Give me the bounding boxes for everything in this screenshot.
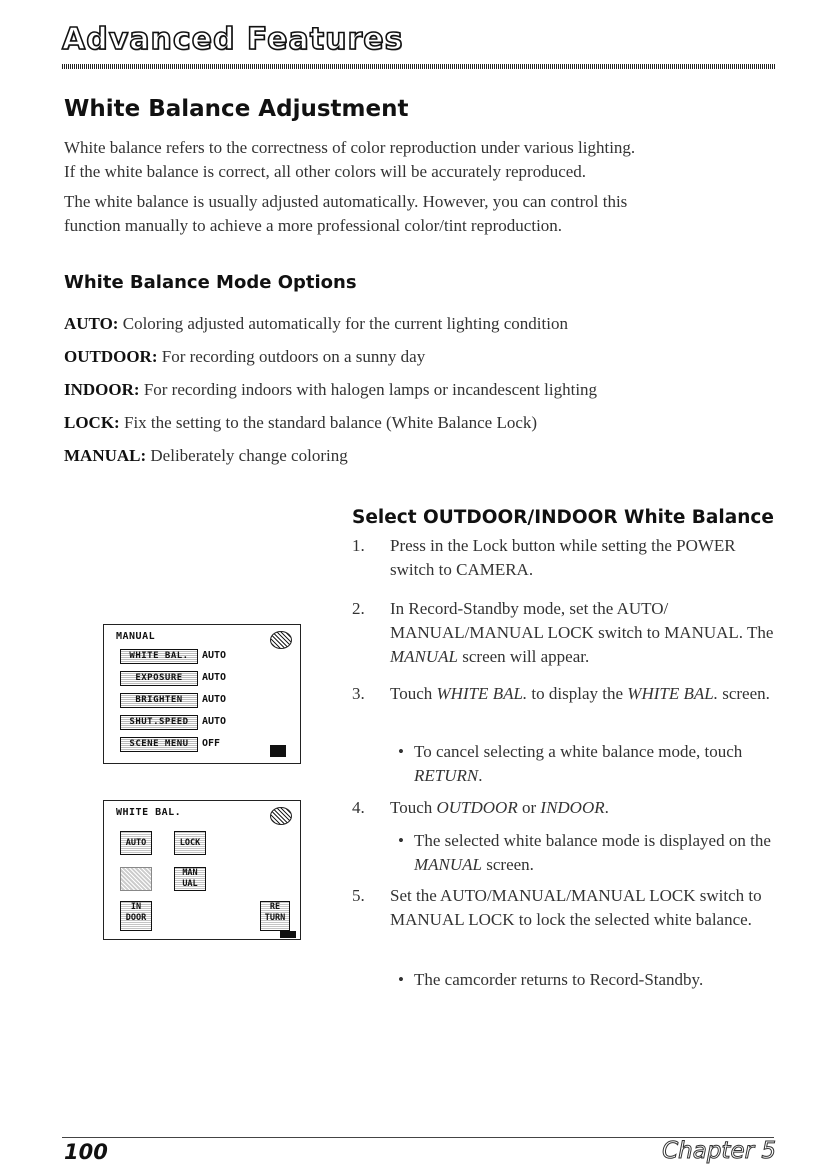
bullet-text-italic: MANUAL bbox=[414, 855, 482, 874]
step-number: 4. bbox=[352, 798, 365, 817]
bullet-dot: • bbox=[398, 742, 404, 761]
step-text-italic: MANUAL bbox=[390, 647, 458, 666]
lock-button-label: LOCK bbox=[179, 838, 201, 848]
header-rule bbox=[62, 64, 776, 69]
manual-screen-illustration bbox=[103, 624, 301, 764]
step-text: Press in the Lock button while setting the POWER switch to CAMERA. bbox=[390, 536, 736, 579]
mode-term: AUTO: bbox=[64, 314, 119, 333]
manual-exposure-button[interactable]: EXPOSURE bbox=[120, 671, 198, 686]
step-text-part: In Record-Standby mode, set the AUTO/ MANUAL/MANUAL LOCK switch to MANUAL. The bbox=[390, 599, 774, 642]
manual-row-value: AUTO bbox=[202, 716, 227, 727]
section-title: White Balance Adjustment bbox=[64, 96, 409, 122]
empty-slot bbox=[120, 867, 152, 891]
auto-button[interactable] bbox=[120, 831, 152, 855]
lock-button[interactable] bbox=[174, 831, 206, 855]
mode-term: INDOOR: bbox=[64, 380, 140, 399]
mode-option bbox=[64, 347, 425, 367]
battery-icon bbox=[270, 745, 286, 757]
mode-option bbox=[64, 446, 348, 466]
manual-button-label: MAN bbox=[182, 868, 198, 878]
manual-screen-title: MANUAL bbox=[116, 631, 156, 642]
manual-row-value: OFF bbox=[202, 738, 221, 749]
manual-row-value: AUTO bbox=[202, 650, 227, 661]
return-button-label: TURN bbox=[264, 913, 286, 923]
step-text-part: Touch bbox=[390, 684, 437, 703]
bullet-text: The camcorder returns to Record-Standby. bbox=[414, 970, 704, 989]
mode-desc: For recording outdoors on a sunny day bbox=[161, 347, 426, 366]
mode-desc: Coloring adjusted automatically for the current lighting condition bbox=[122, 314, 568, 333]
procedure-title: Select OUTDOOR/INDOOR White Balance bbox=[352, 507, 774, 528]
manual-scene-menu-button[interactable]: SCENE MENU bbox=[120, 737, 198, 752]
manual-row-value: AUTO bbox=[202, 694, 227, 705]
intro-paragraph-line: The white balance is usually adjusted automatically. However, you can control this bbox=[64, 192, 628, 211]
white-bal-screen-title: WHITE BAL. bbox=[116, 807, 182, 818]
manual-row-value: AUTO bbox=[202, 672, 227, 683]
step-text-italic: OUTDOOR bbox=[436, 798, 518, 817]
mode-option bbox=[64, 413, 537, 433]
intro-paragraph-line: If the white balance is correct, all other colors will be accurately reproduced. bbox=[64, 162, 587, 181]
bullet-text-part: . bbox=[478, 766, 483, 785]
bullet-text-italic: RETURN bbox=[414, 766, 479, 785]
step-text: Set the AUTO/MANUAL/MANUAL LOCK switch to MANUAL LOCK to lock the selected white balance. bbox=[390, 886, 762, 929]
step-number: 1. bbox=[352, 536, 365, 555]
mode-term: OUTDOOR: bbox=[64, 347, 158, 366]
mode-desc: Deliberately change coloring bbox=[150, 446, 348, 465]
bullet-dot: • bbox=[398, 831, 404, 850]
camera-dial-icon bbox=[270, 807, 292, 825]
chapter-label: Chapter 5 bbox=[662, 1138, 776, 1164]
indoor-button-label: DOOR bbox=[125, 913, 147, 923]
return-button[interactable] bbox=[260, 901, 290, 931]
indoor-button[interactable] bbox=[120, 901, 152, 931]
camera-dial-icon bbox=[270, 631, 292, 649]
intro-paragraph-line: function manually to achieve a more professional color/tint reproduction. bbox=[64, 216, 563, 235]
white-bal-screen-illustration bbox=[103, 800, 301, 940]
bullet-text bbox=[414, 829, 779, 877]
step-text-italic: INDOOR bbox=[540, 798, 605, 817]
mode-desc: For recording indoors with halogen lamps or incandescent lighting bbox=[143, 380, 598, 399]
indoor-button-label: IN bbox=[130, 902, 142, 912]
step-number: 5. bbox=[352, 886, 365, 905]
manual-button[interactable] bbox=[174, 867, 206, 891]
step-text-italic: WHITE BAL. bbox=[627, 684, 718, 703]
step-text-part: to display the bbox=[527, 684, 628, 703]
intro-paragraph-line: White balance refers to the correctness of color reproduction under various lighting. bbox=[64, 138, 636, 157]
mode-term: LOCK: bbox=[64, 413, 120, 432]
bullet-text-part: The selected white balance mode is displayed on the bbox=[414, 831, 771, 850]
battery-icon bbox=[280, 931, 296, 938]
auto-button-label: AUTO bbox=[125, 838, 147, 848]
step-text-italic: WHITE BAL. bbox=[436, 684, 528, 703]
manual-white-bal-button[interactable]: WHITE BAL. bbox=[120, 649, 198, 664]
step-text-part: screen. bbox=[717, 684, 770, 703]
bullet-text-part: screen. bbox=[482, 855, 534, 874]
manual-shut-speed-button[interactable]: SHUT.SPEED bbox=[120, 715, 198, 730]
bullet-text bbox=[414, 740, 779, 788]
page-header-title: Advanced Features bbox=[62, 22, 404, 57]
mode-option bbox=[64, 314, 568, 334]
mode-term: MANUAL: bbox=[64, 446, 147, 465]
step-text-part: Touch bbox=[390, 798, 437, 817]
return-button-label: RE bbox=[269, 902, 281, 912]
step-number: 2. bbox=[352, 599, 365, 618]
manual-button-label: UAL bbox=[182, 879, 198, 889]
page-number: 100 bbox=[64, 1140, 108, 1164]
step-text bbox=[390, 597, 780, 669]
manual-brighten-button[interactable]: BRIGHTEN bbox=[120, 693, 198, 708]
modes-title: White Balance Mode Options bbox=[64, 272, 357, 293]
step-text bbox=[390, 682, 780, 706]
bullet-dot: • bbox=[398, 970, 404, 989]
step-text bbox=[390, 796, 780, 820]
step-text-part: screen will appear. bbox=[458, 647, 590, 666]
bullet-text-part: To cancel selecting a white balance mode, touch bbox=[414, 742, 743, 761]
step-number: 3. bbox=[352, 684, 365, 703]
mode-option bbox=[64, 380, 597, 400]
step-text-part: . bbox=[604, 798, 609, 817]
mode-desc: Fix the setting to the standard balance (White Balance Lock) bbox=[123, 413, 538, 432]
step-text-part: or bbox=[517, 798, 541, 817]
